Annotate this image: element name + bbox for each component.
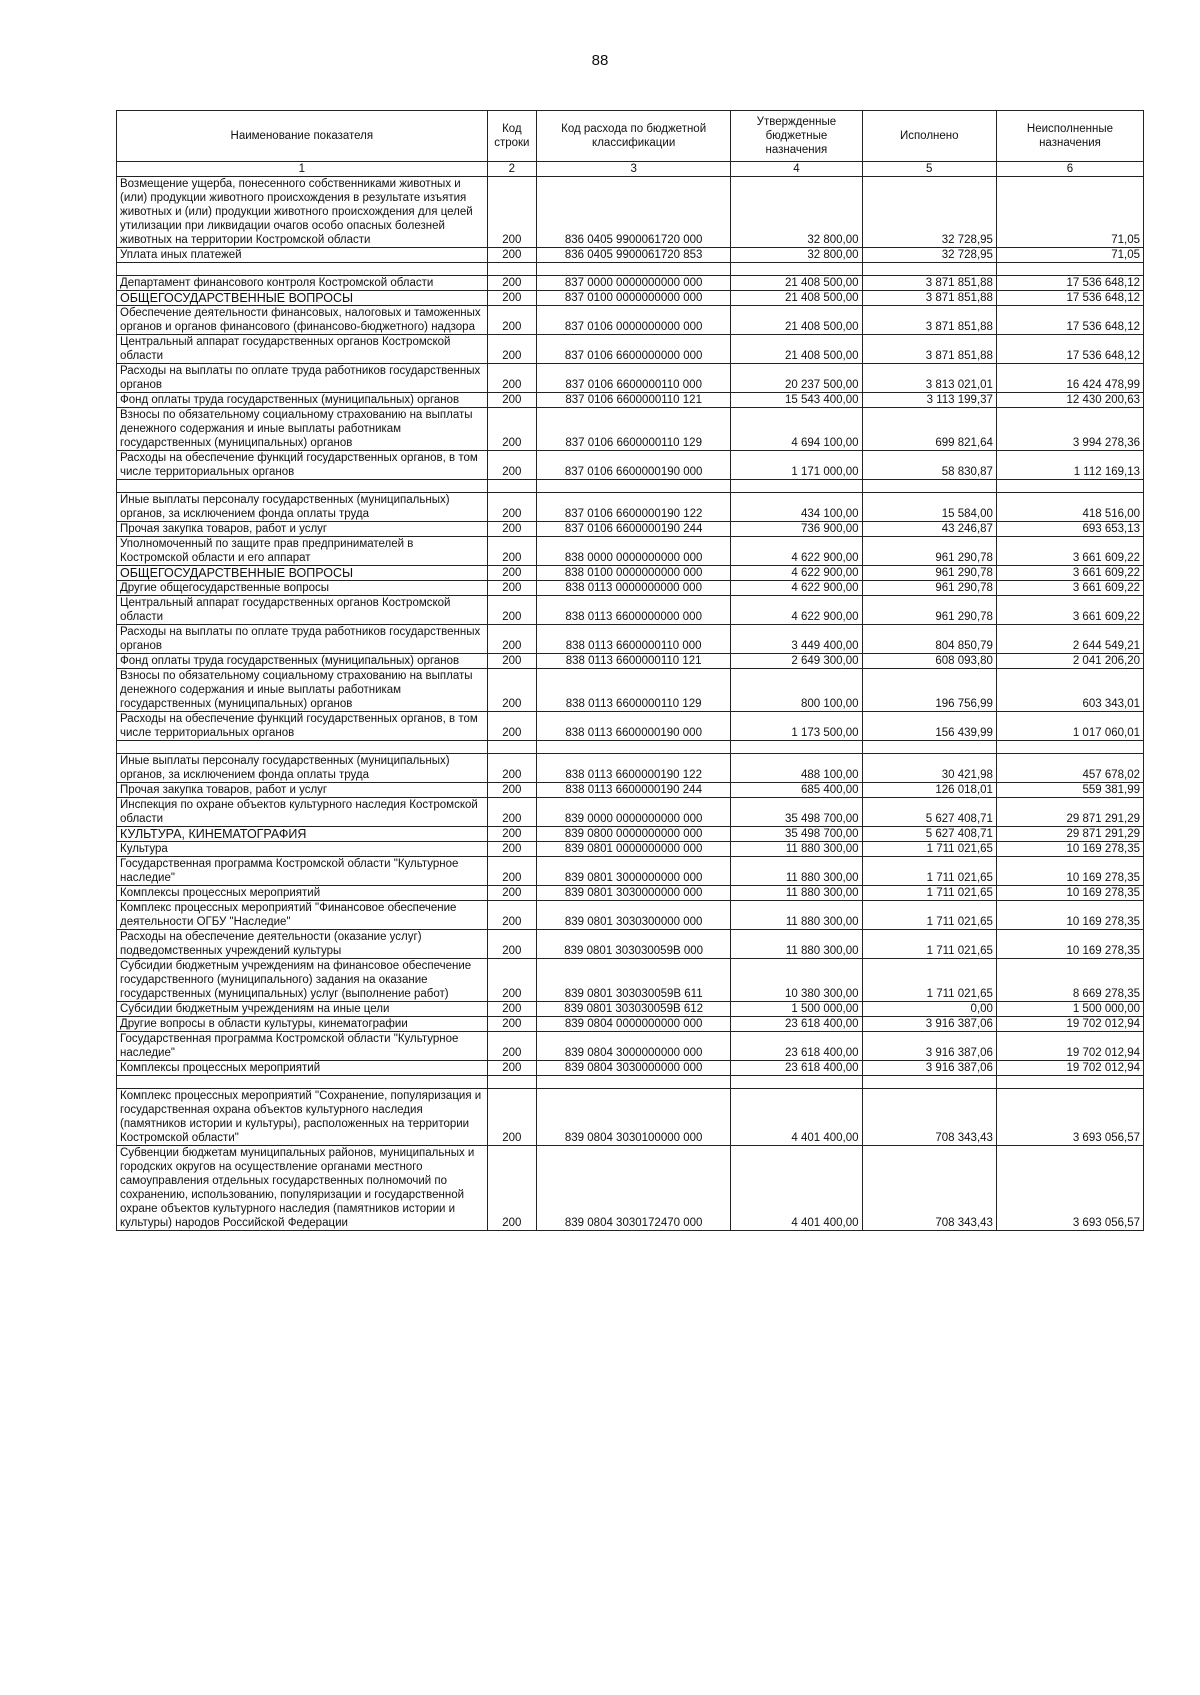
spacer-cell	[862, 1076, 996, 1089]
row-approved-cell: 4 401 400,00	[731, 1089, 862, 1146]
row-executed-cell: 32 728,95	[862, 177, 996, 248]
row-unexecuted-cell: 19 702 012,94	[996, 1032, 1143, 1061]
row-expense-code-cell: 839 0801 3030000000 000	[537, 886, 731, 901]
row-line-code-cell: 200	[487, 408, 536, 451]
page-number: 88	[591, 52, 609, 69]
row-name-cell: Уполномоченный по защите прав предпринимателей в Костромской области и его аппарат	[117, 537, 488, 566]
row-executed-cell: 699 821,64	[862, 408, 996, 451]
spacer-cell	[487, 263, 536, 276]
row-approved-cell: 4 622 900,00	[731, 537, 862, 566]
row-expense-code-cell: 838 0000 0000000000 000	[537, 537, 731, 566]
row-name-cell: Культура	[117, 842, 488, 857]
row-approved-cell: 35 498 700,00	[731, 827, 862, 842]
table-row	[117, 408, 1144, 451]
spacer-cell	[862, 741, 996, 754]
row-line-code-cell: 200	[487, 959, 536, 1002]
row-unexecuted-cell: 3 661 609,22	[996, 537, 1143, 566]
row-name-cell: Расходы на выплаты по оплате труда работников государственных органов	[117, 625, 488, 654]
row-approved-cell: 1 500 000,00	[731, 1002, 862, 1017]
row-line-code-cell: 200	[487, 248, 536, 263]
row-name-cell: Иные выплаты персоналу государственных (муниципальных) органов, за исключением фонда оплаты труда	[117, 754, 488, 783]
row-expense-code-cell: 837 0106 6600000110 000	[537, 364, 731, 393]
row-unexecuted-cell: 8 669 278,35	[996, 959, 1143, 1002]
row-expense-code-cell: 839 0800 0000000000 000	[537, 827, 731, 842]
row-approved-cell: 23 618 400,00	[731, 1061, 862, 1076]
row-approved-cell: 11 880 300,00	[731, 857, 862, 886]
row-unexecuted-cell: 418 516,00	[996, 493, 1143, 522]
spacer-cell	[731, 480, 862, 493]
row-unexecuted-cell: 10 169 278,35	[996, 886, 1143, 901]
row-approved-cell: 32 800,00	[731, 248, 862, 263]
row-executed-cell: 961 290,78	[862, 596, 996, 625]
header-executed: Исполнено	[862, 111, 996, 162]
row-line-code-cell: 200	[487, 754, 536, 783]
row-line-code-cell: 200	[487, 537, 536, 566]
spacer-cell	[117, 1076, 488, 1089]
row-name-cell: КУЛЬТУРА, КИНЕМАТОГРАФИЯ	[117, 827, 488, 842]
row-expense-code-cell: 838 0113 6600000110 121	[537, 654, 731, 669]
row-approved-cell: 20 237 500,00	[731, 364, 862, 393]
row-approved-cell: 23 618 400,00	[731, 1017, 862, 1032]
table-row	[117, 276, 1144, 291]
row-expense-code-cell: 838 0113 6600000110 129	[537, 669, 731, 712]
row-approved-cell: 21 408 500,00	[731, 276, 862, 291]
row-executed-cell: 1 711 021,65	[862, 901, 996, 930]
row-executed-cell: 43 246,87	[862, 522, 996, 537]
row-line-code-cell: 200	[487, 842, 536, 857]
row-executed-cell: 1 711 021,65	[862, 857, 996, 886]
row-name-cell: Государственная программа Костромской области "Культурное наследие"	[117, 857, 488, 886]
column-number: 2	[487, 162, 536, 177]
spacer-row	[117, 741, 1144, 754]
row-name-cell: Уплата иных платежей	[117, 248, 488, 263]
row-executed-cell: 5 627 408,71	[862, 798, 996, 827]
table-body	[117, 177, 1144, 1231]
table-row	[117, 1089, 1144, 1146]
row-line-code-cell: 200	[487, 177, 536, 248]
row-unexecuted-cell: 3 661 609,22	[996, 581, 1143, 596]
spacer-cell	[731, 263, 862, 276]
spacer-row	[117, 263, 1144, 276]
table-row	[117, 654, 1144, 669]
row-name-cell: Расходы на выплаты по оплате труда работников государственных органов	[117, 364, 488, 393]
row-executed-cell: 708 343,43	[862, 1146, 996, 1231]
header-line-code: Код строки	[487, 111, 536, 162]
row-approved-cell: 4 401 400,00	[731, 1146, 862, 1231]
row-executed-cell: 3 113 199,37	[862, 393, 996, 408]
spacer-cell	[117, 263, 488, 276]
table-row	[117, 493, 1144, 522]
row-approved-cell: 11 880 300,00	[731, 842, 862, 857]
row-line-code-cell: 200	[487, 581, 536, 596]
row-expense-code-cell: 837 0106 0000000000 000	[537, 306, 731, 335]
table-row	[117, 857, 1144, 886]
row-executed-cell: 608 093,80	[862, 654, 996, 669]
table-row	[117, 827, 1144, 842]
row-line-code-cell: 200	[487, 1032, 536, 1061]
row-line-code-cell: 200	[487, 930, 536, 959]
row-executed-cell: 961 290,78	[862, 537, 996, 566]
row-name-cell: Иные выплаты персоналу государственных (муниципальных) органов, за исключением фонда оплаты труда	[117, 493, 488, 522]
column-number: 3	[537, 162, 731, 177]
table-header-row	[117, 111, 1144, 162]
row-approved-cell: 35 498 700,00	[731, 798, 862, 827]
spacer-cell	[117, 480, 488, 493]
table-row	[117, 306, 1144, 335]
spacer-cell	[731, 1076, 862, 1089]
row-unexecuted-cell: 17 536 648,12	[996, 291, 1143, 306]
spacer-cell	[996, 741, 1143, 754]
row-unexecuted-cell: 693 653,13	[996, 522, 1143, 537]
row-name-cell: Субсидии бюджетным учреждениям на финансовое обеспечение государственного (муниципального) задания на оказание государственных (муниципальных) услуг (выполнение работ)	[117, 959, 488, 1002]
row-approved-cell: 4 622 900,00	[731, 581, 862, 596]
table-row	[117, 335, 1144, 364]
table-row	[117, 596, 1144, 625]
table-row	[117, 669, 1144, 712]
row-line-code-cell: 200	[487, 596, 536, 625]
row-name-cell: Фонд оплаты труда государственных (муниципальных) органов	[117, 654, 488, 669]
spacer-cell	[487, 480, 536, 493]
row-name-cell: Возмещение ущерба, понесенного собственниками животных и (или) продукции животного происхождения в результате изъятия животных и (или) продукции животного происхождения для целей утилизации при ликвидации очагов особо опасных болезней животных на территории Костромской области	[117, 177, 488, 248]
row-expense-code-cell: 837 0106 6600000110 129	[537, 408, 731, 451]
row-expense-code-cell: 839 0801 0000000000 000	[537, 842, 731, 857]
row-unexecuted-cell: 19 702 012,94	[996, 1061, 1143, 1076]
row-name-cell: ОБЩЕГОСУДАРСТВЕННЫЕ ВОПРОСЫ	[117, 291, 488, 306]
table-row	[117, 364, 1144, 393]
row-approved-cell: 4 622 900,00	[731, 596, 862, 625]
row-line-code-cell: 200	[487, 669, 536, 712]
row-executed-cell: 3 813 021,01	[862, 364, 996, 393]
row-unexecuted-cell: 29 871 291,29	[996, 798, 1143, 827]
row-approved-cell: 800 100,00	[731, 669, 862, 712]
row-name-cell: Расходы на обеспечение деятельности (оказание услуг) подведомственных учреждений культуры	[117, 930, 488, 959]
row-line-code-cell: 200	[487, 1002, 536, 1017]
row-name-cell: Инспекция по охране объектов культурного наследия Костромской области	[117, 798, 488, 827]
row-expense-code-cell: 838 0100 0000000000 000	[537, 566, 731, 581]
row-unexecuted-cell: 10 169 278,35	[996, 901, 1143, 930]
row-unexecuted-cell: 16 424 478,99	[996, 364, 1143, 393]
row-approved-cell: 488 100,00	[731, 754, 862, 783]
row-line-code-cell: 200	[487, 1089, 536, 1146]
table-row	[117, 537, 1144, 566]
row-unexecuted-cell: 71,05	[996, 177, 1143, 248]
row-unexecuted-cell: 1 500 000,00	[996, 1002, 1143, 1017]
row-name-cell: Департамент финансового контроля Костромской области	[117, 276, 488, 291]
row-name-cell: Прочая закупка товаров, работ и услуг	[117, 522, 488, 537]
row-unexecuted-cell: 71,05	[996, 248, 1143, 263]
table-row	[117, 798, 1144, 827]
row-expense-code-cell: 838 0113 6600000000 000	[537, 596, 731, 625]
row-name-cell: Другие общегосударственные вопросы	[117, 581, 488, 596]
row-name-cell: Комплекс процессных мероприятий "Сохранение, популяризация и государственная охрана объектов культурного наследия (памятников истории и культуры), расположенных на территории Костромской области"	[117, 1089, 488, 1146]
table-row	[117, 901, 1144, 930]
header-approved: Утвержденные бюджетные назначения	[731, 111, 862, 162]
row-unexecuted-cell: 12 430 200,63	[996, 393, 1143, 408]
row-approved-cell: 4 694 100,00	[731, 408, 862, 451]
row-executed-cell: 804 850,79	[862, 625, 996, 654]
spacer-cell	[996, 1076, 1143, 1089]
table-row	[117, 1032, 1144, 1061]
row-line-code-cell: 200	[487, 827, 536, 842]
table-row	[117, 1061, 1144, 1076]
row-executed-cell: 961 290,78	[862, 566, 996, 581]
row-executed-cell: 3 871 851,88	[862, 306, 996, 335]
header-expense-code: Код расхода по бюджетной классификации	[537, 111, 731, 162]
row-line-code-cell: 200	[487, 393, 536, 408]
row-name-cell: Комплексы процессных мероприятий	[117, 1061, 488, 1076]
row-executed-cell: 30 421,98	[862, 754, 996, 783]
row-name-cell: Фонд оплаты труда государственных (муниципальных) органов	[117, 393, 488, 408]
row-line-code-cell: 200	[487, 1017, 536, 1032]
row-line-code-cell: 200	[487, 493, 536, 522]
table-row	[117, 1146, 1144, 1231]
table-row	[117, 712, 1144, 741]
row-executed-cell: 58 830,87	[862, 451, 996, 480]
row-line-code-cell: 200	[487, 712, 536, 741]
row-line-code-cell: 200	[487, 886, 536, 901]
row-executed-cell: 15 584,00	[862, 493, 996, 522]
row-executed-cell: 1 711 021,65	[862, 959, 996, 1002]
row-expense-code-cell: 838 0113 6600000190 244	[537, 783, 731, 798]
row-executed-cell: 126 018,01	[862, 783, 996, 798]
row-unexecuted-cell: 2 041 206,20	[996, 654, 1143, 669]
row-approved-cell: 11 880 300,00	[731, 886, 862, 901]
row-expense-code-cell: 839 0000 0000000000 000	[537, 798, 731, 827]
row-line-code-cell: 200	[487, 783, 536, 798]
table-row	[117, 886, 1144, 901]
table-row	[117, 581, 1144, 596]
spacer-cell	[487, 1076, 536, 1089]
row-expense-code-cell: 839 0804 0000000000 000	[537, 1017, 731, 1032]
row-unexecuted-cell: 603 343,01	[996, 669, 1143, 712]
spacer-cell	[862, 480, 996, 493]
row-line-code-cell: 200	[487, 522, 536, 537]
row-name-cell: Расходы на обеспечение функций государственных органов, в том числе территориальных органов	[117, 451, 488, 480]
row-expense-code-cell: 839 0804 3000000000 000	[537, 1032, 731, 1061]
row-line-code-cell: 200	[487, 451, 536, 480]
row-executed-cell: 3 871 851,88	[862, 291, 996, 306]
table-row	[117, 291, 1144, 306]
row-approved-cell: 23 618 400,00	[731, 1032, 862, 1061]
row-unexecuted-cell: 3 661 609,22	[996, 566, 1143, 581]
table-row	[117, 959, 1144, 1002]
row-approved-cell: 21 408 500,00	[731, 306, 862, 335]
spacer-row	[117, 1076, 1144, 1089]
row-name-cell: Субсидии бюджетным учреждениям на иные цели	[117, 1002, 488, 1017]
row-approved-cell: 3 449 400,00	[731, 625, 862, 654]
row-approved-cell: 11 880 300,00	[731, 901, 862, 930]
row-expense-code-cell: 839 0804 3030172470 000	[537, 1146, 731, 1231]
row-expense-code-cell: 837 0000 0000000000 000	[537, 276, 731, 291]
table-row	[117, 177, 1144, 248]
row-approved-cell: 4 622 900,00	[731, 566, 862, 581]
row-name-cell: Расходы на обеспечение функций государственных органов, в том числе территориальных органов	[117, 712, 488, 741]
table-row	[117, 1002, 1144, 1017]
row-approved-cell: 434 100,00	[731, 493, 862, 522]
row-name-cell: Государственная программа Костромской области "Культурное наследие"	[117, 1032, 488, 1061]
table-row	[117, 393, 1144, 408]
spacer-cell	[537, 741, 731, 754]
spacer-cell	[537, 480, 731, 493]
row-expense-code-cell: 839 0801 3000000000 000	[537, 857, 731, 886]
row-executed-cell: 3 916 387,06	[862, 1032, 996, 1061]
row-expense-code-cell: 837 0106 6600000190 244	[537, 522, 731, 537]
spacer-row	[117, 480, 1144, 493]
row-approved-cell: 736 900,00	[731, 522, 862, 537]
row-expense-code-cell: 837 0106 6600000110 121	[537, 393, 731, 408]
row-unexecuted-cell: 3 661 609,22	[996, 596, 1143, 625]
row-line-code-cell: 200	[487, 901, 536, 930]
row-approved-cell: 1 171 000,00	[731, 451, 862, 480]
row-expense-code-cell: 839 0804 3030000000 000	[537, 1061, 731, 1076]
row-unexecuted-cell: 10 169 278,35	[996, 857, 1143, 886]
row-executed-cell: 3 916 387,06	[862, 1017, 996, 1032]
row-executed-cell: 156 439,99	[862, 712, 996, 741]
column-number: 5	[862, 162, 996, 177]
row-unexecuted-cell: 3 994 278,36	[996, 408, 1143, 451]
table-row	[117, 930, 1144, 959]
row-executed-cell: 3 871 851,88	[862, 335, 996, 364]
row-unexecuted-cell: 1 112 169,13	[996, 451, 1143, 480]
spacer-cell	[537, 263, 731, 276]
table-row	[117, 783, 1144, 798]
row-unexecuted-cell: 10 169 278,35	[996, 930, 1143, 959]
row-approved-cell: 1 173 500,00	[731, 712, 862, 741]
row-expense-code-cell: 838 0113 6600000190 000	[537, 712, 731, 741]
row-expense-code-cell: 837 0106 6600000000 000	[537, 335, 731, 364]
header-name: Наименование показателя	[117, 111, 488, 162]
budget-execution-table	[116, 110, 1144, 1231]
spacer-cell	[996, 263, 1143, 276]
column-number: 6	[996, 162, 1143, 177]
row-executed-cell: 196 756,99	[862, 669, 996, 712]
row-approved-cell: 11 880 300,00	[731, 930, 862, 959]
row-executed-cell: 1 711 021,65	[862, 886, 996, 901]
table-row	[117, 754, 1144, 783]
row-unexecuted-cell: 10 169 278,35	[996, 842, 1143, 857]
row-line-code-cell: 200	[487, 625, 536, 654]
row-expense-code-cell: 837 0106 6600000190 122	[537, 493, 731, 522]
row-approved-cell: 32 800,00	[731, 177, 862, 248]
row-approved-cell: 15 543 400,00	[731, 393, 862, 408]
row-line-code-cell: 200	[487, 1061, 536, 1076]
column-number: 4	[731, 162, 862, 177]
row-unexecuted-cell: 1 017 060,01	[996, 712, 1143, 741]
row-unexecuted-cell: 3 693 056,57	[996, 1146, 1143, 1231]
row-expense-code-cell: 838 0113 6600000110 000	[537, 625, 731, 654]
row-unexecuted-cell: 17 536 648,12	[996, 276, 1143, 291]
row-approved-cell: 21 408 500,00	[731, 335, 862, 364]
table-row	[117, 248, 1144, 263]
row-expense-code-cell: 837 0106 6600000190 000	[537, 451, 731, 480]
row-expense-code-cell: 839 0801 303030059В 612	[537, 1002, 731, 1017]
row-unexecuted-cell: 457 678,02	[996, 754, 1143, 783]
table-row	[117, 451, 1144, 480]
row-line-code-cell: 200	[487, 798, 536, 827]
row-executed-cell: 0,00	[862, 1002, 996, 1017]
row-name-cell: Центральный аппарат государственных органов Костромской области	[117, 335, 488, 364]
row-name-cell: Комплекс процессных мероприятий "Финансовое обеспечение деятельности ОГБУ "Наследие"	[117, 901, 488, 930]
row-expense-code-cell: 839 0804 3030100000 000	[537, 1089, 731, 1146]
row-name-cell: Центральный аппарат государственных органов Костромской области	[117, 596, 488, 625]
row-unexecuted-cell: 17 536 648,12	[996, 335, 1143, 364]
row-executed-cell: 1 711 021,65	[862, 930, 996, 959]
row-unexecuted-cell: 3 693 056,57	[996, 1089, 1143, 1146]
row-approved-cell: 685 400,00	[731, 783, 862, 798]
row-approved-cell: 2 649 300,00	[731, 654, 862, 669]
row-approved-cell: 21 408 500,00	[731, 291, 862, 306]
row-expense-code-cell: 836 0405 9900061720 853	[537, 248, 731, 263]
row-expense-code-cell: 839 0801 303030059В 611	[537, 959, 731, 1002]
column-number: 1	[117, 162, 488, 177]
table-row	[117, 1017, 1144, 1032]
row-line-code-cell: 200	[487, 364, 536, 393]
row-expense-code-cell: 838 0113 6600000190 122	[537, 754, 731, 783]
row-unexecuted-cell: 559 381,99	[996, 783, 1143, 798]
row-line-code-cell: 200	[487, 335, 536, 364]
row-name-cell: Другие вопросы в области культуры, кинематографии	[117, 1017, 488, 1032]
row-expense-code-cell: 836 0405 9900061720 000	[537, 177, 731, 248]
table-row	[117, 522, 1144, 537]
row-line-code-cell: 200	[487, 276, 536, 291]
row-line-code-cell: 200	[487, 291, 536, 306]
row-name-cell: Субвенции бюджетам муниципальных районов, муниципальных и городских округов на осуществление органами местного самоуправления отдельных государственных полномочий по сохранению, использованию, популяризации и государственной охране объектов культурного наследия (памятников истории и культуры) народов Российской Федерации	[117, 1146, 488, 1231]
row-name-cell: Обеспечение деятельности финансовых, налоговых и таможенных органов и органов финансового (финансово-бюджетного) надзора	[117, 306, 488, 335]
row-line-code-cell: 200	[487, 654, 536, 669]
row-line-code-cell: 200	[487, 1146, 536, 1231]
row-executed-cell: 1 711 021,65	[862, 842, 996, 857]
row-name-cell: Взносы по обязательному социальному страхованию на выплаты денежного содержания и иные выплаты работникам государственных (муниципальных) органов	[117, 669, 488, 712]
row-expense-code-cell: 838 0113 0000000000 000	[537, 581, 731, 596]
table-row	[117, 566, 1144, 581]
spacer-cell	[731, 741, 862, 754]
table-row	[117, 625, 1144, 654]
row-expense-code-cell: 839 0801 303030059В 000	[537, 930, 731, 959]
row-name-cell: Прочая закупка товаров, работ и услуг	[117, 783, 488, 798]
spacer-cell	[996, 480, 1143, 493]
row-name-cell: Комплексы процессных мероприятий	[117, 886, 488, 901]
row-unexecuted-cell: 17 536 648,12	[996, 306, 1143, 335]
spacer-cell	[537, 1076, 731, 1089]
row-line-code-cell: 200	[487, 857, 536, 886]
spacer-cell	[862, 263, 996, 276]
row-executed-cell: 3 916 387,06	[862, 1061, 996, 1076]
row-executed-cell: 32 728,95	[862, 248, 996, 263]
row-executed-cell: 961 290,78	[862, 581, 996, 596]
row-executed-cell: 708 343,43	[862, 1089, 996, 1146]
row-name-cell: ОБЩЕГОСУДАРСТВЕННЫЕ ВОПРОСЫ	[117, 566, 488, 581]
table-row	[117, 842, 1144, 857]
row-unexecuted-cell: 29 871 291,29	[996, 827, 1143, 842]
row-unexecuted-cell: 2 644 549,21	[996, 625, 1143, 654]
row-line-code-cell: 200	[487, 566, 536, 581]
row-line-code-cell: 200	[487, 306, 536, 335]
spacer-cell	[117, 741, 488, 754]
row-expense-code-cell: 837 0100 0000000000 000	[537, 291, 731, 306]
row-unexecuted-cell: 19 702 012,94	[996, 1017, 1143, 1032]
header-unexecuted: Неисполненные назначения	[996, 111, 1143, 162]
spacer-cell	[487, 741, 536, 754]
row-executed-cell: 5 627 408,71	[862, 827, 996, 842]
row-expense-code-cell: 839 0801 3030300000 000	[537, 901, 731, 930]
row-name-cell: Взносы по обязательному социальному страхованию на выплаты денежного содержания и иные выплаты работникам государственных (муниципальных) органов	[117, 408, 488, 451]
row-executed-cell: 3 871 851,88	[862, 276, 996, 291]
row-approved-cell: 10 380 300,00	[731, 959, 862, 1002]
column-number-row	[117, 162, 1144, 177]
